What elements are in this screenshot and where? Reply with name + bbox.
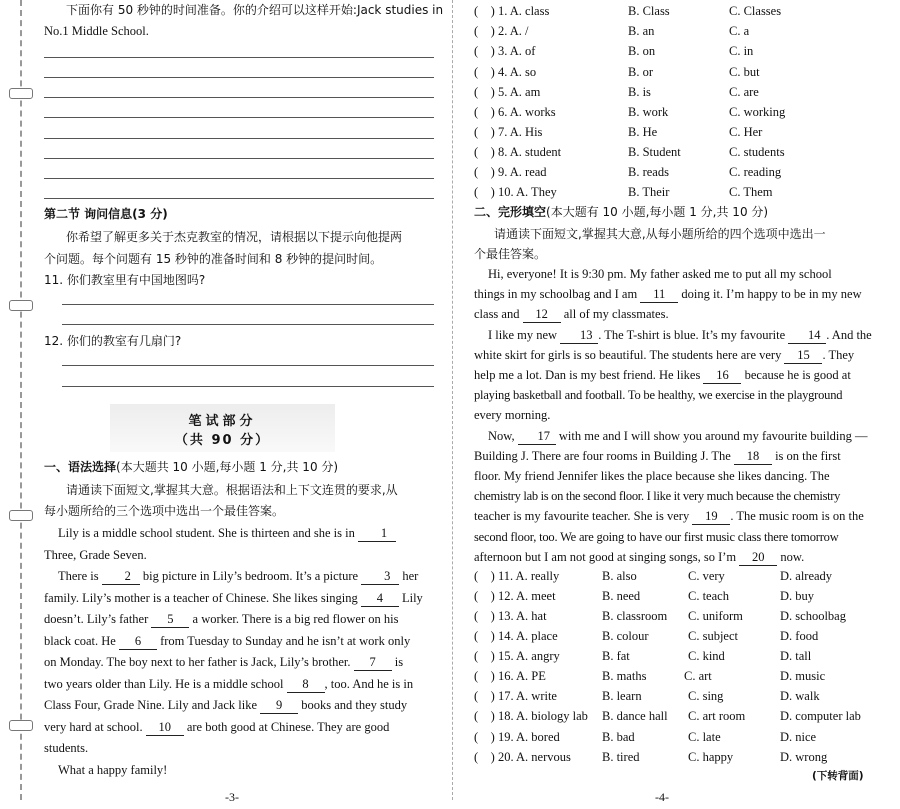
banner-subtitle: （共 90 分）: [174, 433, 271, 448]
grammar-option-row: ( ) 4. A. so B. or C. but: [474, 65, 760, 79]
grammar-option-row: ( ) 7. A. His B. He C. Her: [474, 125, 763, 139]
answer-line: [62, 304, 434, 305]
blank-9: 9: [260, 698, 298, 714]
blank-5: 5: [151, 612, 189, 628]
answer-line: [62, 324, 434, 325]
turn-over-note: (下转背面): [812, 770, 864, 782]
page-number-left: -3-: [225, 790, 239, 804]
cloze-option-row: ( ) 15. A. angry B. fat C. kind D. tall: [474, 649, 812, 663]
cloze-section-title: 二、完形填空(本大题有 10 小题,每小题 1 分,共 10 分): [474, 205, 769, 219]
blank-4: 4: [361, 591, 399, 607]
oral-prompt-line-2: No.1 Middle School.: [44, 24, 149, 38]
cloze-option-row: ( ) 12. A. meet B. need C. teach D. buy: [474, 589, 815, 603]
blank-13: 13: [560, 328, 598, 344]
cloze-option-row: ( ) 11. A. really B. also C. very D. already: [474, 569, 833, 583]
cloze-option-row: ( ) 18. A. biology lab B. dance hall C. art room D. computer lab: [474, 709, 861, 723]
blank-11: 11: [640, 287, 678, 303]
page-4: [460, 0, 900, 809]
grammar-option-row: ( ) 3. A. of B. on C. in: [474, 44, 754, 58]
answer-line: [44, 77, 434, 78]
cloze-option-row: ( ) 17. A. write B. learn C. sing D. walk: [474, 689, 820, 703]
section-2-title: 第二节 询问信息(3 分): [44, 207, 168, 221]
blank-10: 10: [146, 720, 184, 736]
cloze-option-row: ( ) 16. A. PE B. maths C. art D. music: [474, 669, 826, 683]
grammar-section-title: 一、语法选择(本大题共 10 小题,每小题 1 分,共 10 分): [44, 460, 339, 474]
answer-line: [44, 158, 434, 159]
grammar-passage: Lily is a middle school student. She is thirteen and she is in 1 Three, Grade Seven. There is 2 big picture in Lily’s bedroom. It’s a picture 3 her family. Lily’s mother is a teacher of Chinese. She likes singing 4 Lily doesn’t. Lily’s father 5 a worker. There is a big red flower on his black coat. He 6 from Tuesday to Sunday and he isn’t at work only on Monday. The boy next to her father is Jack, Lily’s brother. 7 is two years older than Lily. He is a middle school 8 , too. And he is in Class Four, Grade Nine. Lily and Jack like 9 books and they study very hard at school. 10 are both good at Chinese. They are good students. What a happy family!: [44, 526, 423, 777]
question-12: 12. 你们的教室有几扇门?: [44, 334, 182, 348]
answer-line: [44, 117, 434, 118]
cloze-option-row: ( ) 19. A. bored B. bad C. late D. nice: [474, 730, 817, 744]
blank-7: 7: [354, 655, 392, 671]
answer-line: [44, 138, 434, 139]
grammar-option-row: ( ) 6. A. works B. work C. working: [474, 105, 786, 119]
banner-title: 笔试部分: [188, 414, 257, 429]
page-number-right: -4-: [655, 790, 669, 804]
blank-20: 20: [739, 550, 777, 566]
cloze-option-row: ( ) 14. A. place B. colour C. subject D. food: [474, 629, 819, 643]
grammar-option-row: ( ) 8. A. student B. Student C. students: [474, 145, 785, 159]
blank-2: 2: [102, 569, 140, 585]
blank-12: 12: [523, 307, 561, 323]
grammar-instructions-2: 每小题所给的三个选项中选出一个最佳答案。: [44, 504, 285, 518]
grammar-option-row: ( ) 5. A. am B. is C. are: [474, 85, 759, 99]
answer-line: [44, 198, 434, 199]
answer-line: [44, 57, 434, 58]
question-11: 11. 你们教室里有中国地图吗?: [44, 273, 206, 287]
cloze-passage: Hi, everyone! It is 9:30 pm. My father asked me to put all my school things in my schoolbag and I am 11 doing it. I’m happy to be in my new class and 12 all of my classmates. I like my new 13 . The T-shirt is blue. It’s my favourite 14 . And the white skirt for girls is so beautiful. The students here are very 15 . They help me a lot. Dan is my best friend. He likes 16 because he is good at playing basketball and football. To be healthy, we exercise in the playground every morning. Now, 17 with me and I will show you around my favourite building — Building J. There are four rooms in Building J. The 18 is on the first floor. My friend Jennifer likes the place because she likes dancing. The chemistry lab is on the second floor. I like it very much because the chemistry teacher is my favourite teacher. She is very 19 . The music room is on the second floor, too. We are going to have our first music class there tomorrow afternoon but I am not good at singing songs, so I’m 20 now.: [474, 267, 872, 564]
blank-8: 8: [287, 677, 325, 693]
section-2-instructions-2: 个问题。每个问题有 15 秒钟的准备时间和 8 秒钟的提问时间。: [44, 252, 383, 266]
grammar-instructions-1: 请通读下面短文,掌握其大意。根据语法和上下文连贯的要求,从: [66, 483, 398, 497]
answer-line: [62, 386, 434, 387]
cloze-instructions-2: 个最佳答案。: [474, 247, 547, 261]
oral-prompt-line-1: 下面你有 50 秒钟的时间准备。你的介绍可以这样开始:Jack studies in: [66, 3, 444, 17]
blank-14: 14: [788, 328, 826, 344]
blank-17: 17: [518, 429, 556, 445]
grammar-option-row: ( ) 9. A. read B. reads C. reading: [474, 165, 782, 179]
section-2-instructions-1: 你希望了解更多关于杰克教室的情况，请根据以下提示向他提两: [66, 230, 403, 244]
grammar-option-row: ( ) 10. A. They B. Their C. Them: [474, 185, 773, 199]
grammar-option-row: ( ) 1. A. class B. Class C. Classes: [474, 4, 782, 18]
blank-18: 18: [734, 449, 772, 465]
blank-6: 6: [119, 634, 157, 650]
answer-line: [62, 365, 434, 366]
cloze-option-row: ( ) 13. A. hat B. classroom C. uniform D. schoolbag: [474, 609, 846, 623]
written-part-banner: [110, 404, 335, 452]
answer-line: [44, 178, 434, 179]
blank-19: 19: [692, 509, 730, 525]
blank-16: 16: [703, 368, 741, 384]
cloze-instructions-1: 请通读下面短文,掌握其大意,从每小题所给的四个选项中选出一: [494, 227, 826, 241]
blank-1: 1: [358, 526, 396, 542]
blank-15: 15: [784, 348, 822, 364]
answer-line: [44, 97, 434, 98]
cloze-option-row: ( ) 20. A. nervous B. tired C. happy D. wrong: [474, 750, 828, 764]
grammar-option-row: ( ) 2. A. / B. an C. a: [474, 24, 750, 38]
blank-3: 3: [361, 569, 399, 585]
